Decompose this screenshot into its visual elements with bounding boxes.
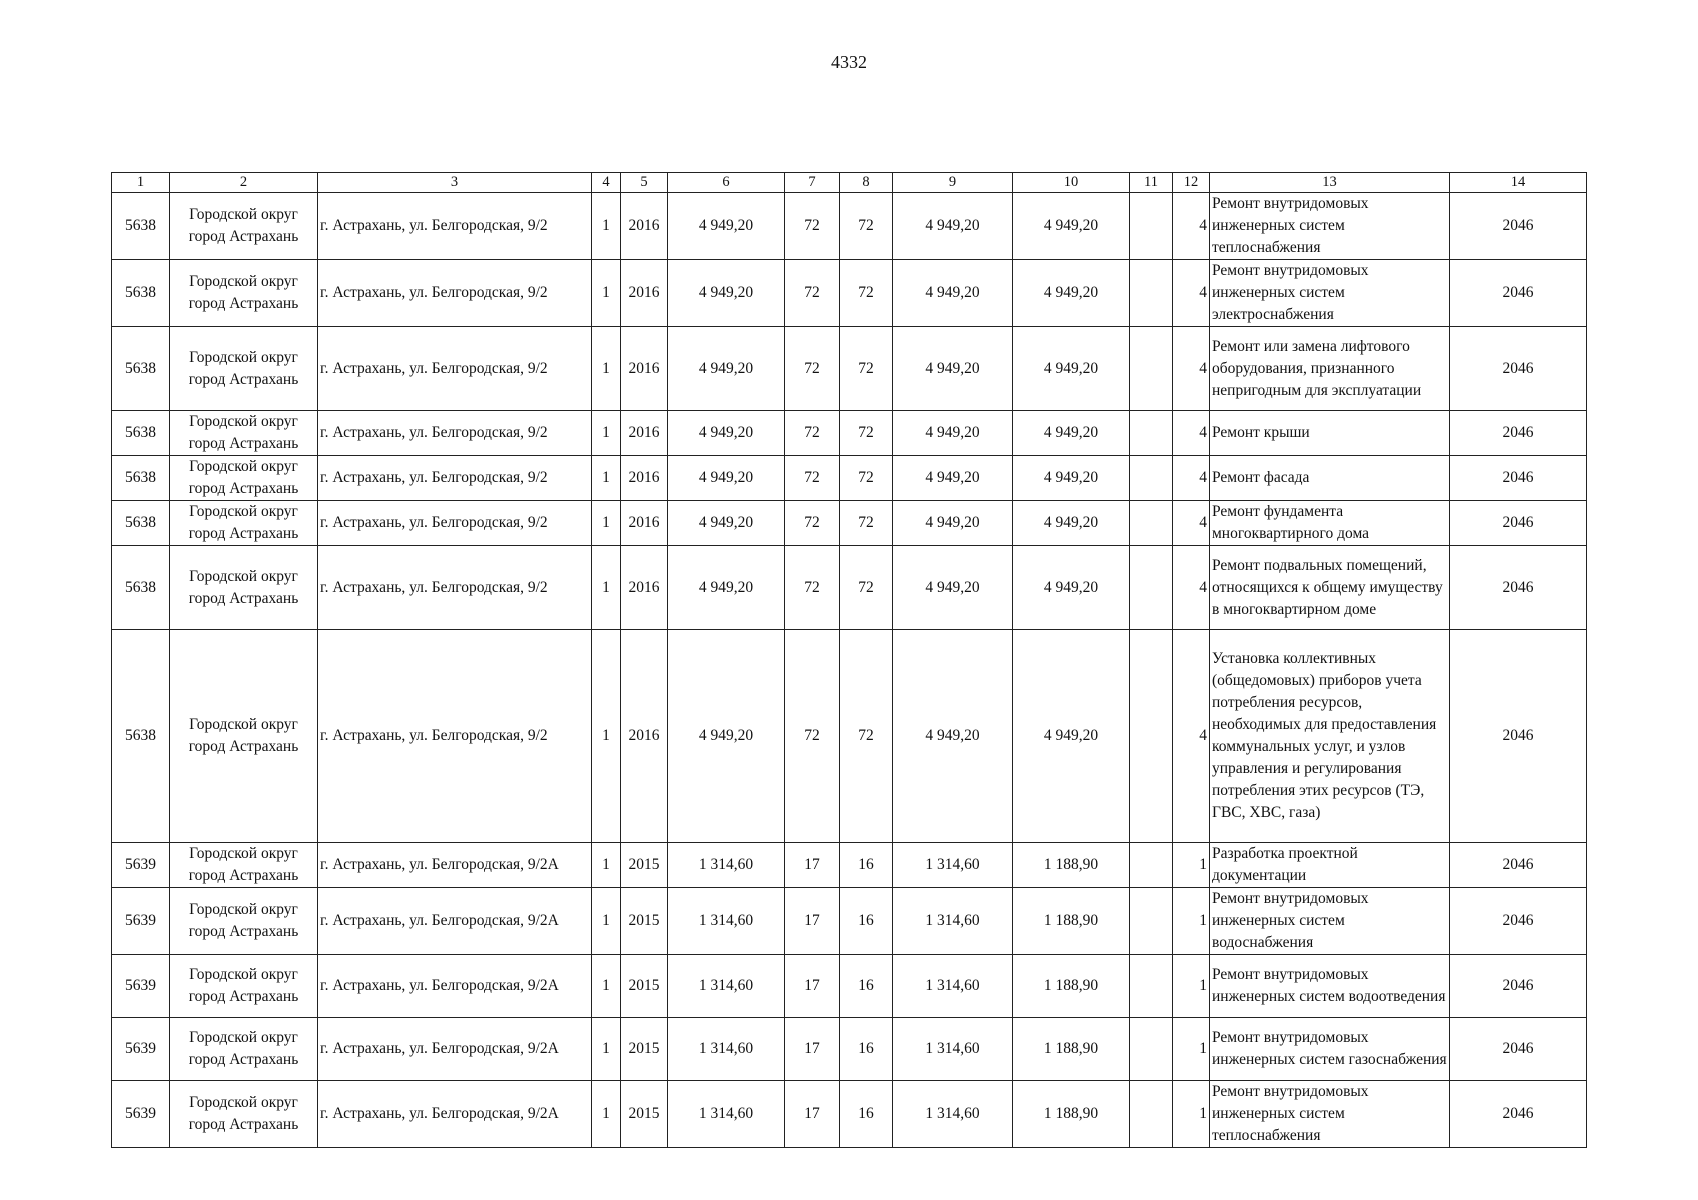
cell-c11 <box>1130 955 1173 1018</box>
cell-year: 2016 <box>621 456 668 501</box>
cell-mun: Городской округ город Астрахань <box>170 1081 318 1148</box>
register-table <box>111 172 1587 1148</box>
cell-c4: 1 <box>592 843 621 888</box>
cell-mun: Городской округ город Астрахань <box>170 260 318 327</box>
cell-c11 <box>1130 1018 1173 1081</box>
cell-c6: 4 949,20 <box>668 327 785 411</box>
cell-c14: 2046 <box>1450 888 1587 955</box>
cell-num: 5638 <box>112 327 170 411</box>
cell-work: Ремонт внутридомовых инженерных систем водоснабжения <box>1210 888 1450 955</box>
cell-c10: 4 949,20 <box>1013 193 1130 260</box>
cell-c14: 2046 <box>1450 546 1587 630</box>
cell-c11 <box>1130 260 1173 327</box>
cell-work: Ремонт внутридомовых инженерных систем теплоснабжения <box>1210 1081 1450 1148</box>
cell-c9: 4 949,20 <box>893 546 1013 630</box>
cell-mun: Городской округ город Астрахань <box>170 955 318 1018</box>
cell-c7: 17 <box>785 1081 840 1148</box>
col-header: 10 <box>1013 173 1130 193</box>
cell-c12: 4 <box>1173 630 1210 843</box>
table-row <box>112 1081 1587 1148</box>
col-header: 9 <box>893 173 1013 193</box>
cell-work: Ремонт внутридомовых инженерных систем водоотведения <box>1210 955 1450 1018</box>
cell-c14: 2046 <box>1450 456 1587 501</box>
col-header: 4 <box>592 173 621 193</box>
cell-c12: 1 <box>1173 955 1210 1018</box>
cell-c9: 4 949,20 <box>893 327 1013 411</box>
cell-num: 5638 <box>112 411 170 456</box>
cell-c10: 1 188,90 <box>1013 955 1130 1018</box>
col-header: 1 <box>112 173 170 193</box>
cell-work: Ремонт фундамента многоквартирного дома <box>1210 501 1450 546</box>
cell-c8: 16 <box>840 843 893 888</box>
cell-year: 2015 <box>621 1081 668 1148</box>
cell-c4: 1 <box>592 546 621 630</box>
header-row <box>112 173 1587 193</box>
cell-num: 5638 <box>112 501 170 546</box>
cell-c11 <box>1130 1081 1173 1148</box>
cell-c10: 4 949,20 <box>1013 327 1130 411</box>
cell-c10: 1 188,90 <box>1013 888 1130 955</box>
cell-c4: 1 <box>592 193 621 260</box>
cell-year: 2016 <box>621 501 668 546</box>
cell-num: 5639 <box>112 955 170 1018</box>
cell-addr: г. Астрахань, ул. Белгородская, 9/2А <box>318 955 592 1018</box>
col-header: 3 <box>318 173 592 193</box>
cell-work: Ремонт или замена лифтового оборудования, признанного непригодным для эксплуатации <box>1210 327 1450 411</box>
cell-c6: 4 949,20 <box>668 501 785 546</box>
cell-c8: 16 <box>840 1081 893 1148</box>
table-row <box>112 456 1587 501</box>
cell-year: 2015 <box>621 1018 668 1081</box>
cell-c6: 4 949,20 <box>668 411 785 456</box>
cell-c14: 2046 <box>1450 260 1587 327</box>
cell-c10: 4 949,20 <box>1013 501 1130 546</box>
cell-c9: 4 949,20 <box>893 411 1013 456</box>
cell-mun: Городской округ город Астрахань <box>170 1018 318 1081</box>
cell-addr: г. Астрахань, ул. Белгородская, 9/2А <box>318 888 592 955</box>
cell-c14: 2046 <box>1450 630 1587 843</box>
cell-c10: 4 949,20 <box>1013 630 1130 843</box>
cell-c12: 1 <box>1173 888 1210 955</box>
cell-c9: 1 314,60 <box>893 1018 1013 1081</box>
cell-mun: Городской округ город Астрахань <box>170 501 318 546</box>
page-number: 4332 <box>831 52 867 72</box>
cell-work: Установка коллективных (общедомовых) приборов учета потребления ресурсов, необходимых для предоставления коммунальных услуг, и узлов управления и регулирования потребления этих ресурсов (ТЭ, ГВС, ХВС, газа) <box>1210 630 1450 843</box>
cell-c9: 4 949,20 <box>893 456 1013 501</box>
cell-c4: 1 <box>592 955 621 1018</box>
cell-addr: г. Астрахань, ул. Белгородская, 9/2 <box>318 260 592 327</box>
cell-c14: 2046 <box>1450 327 1587 411</box>
cell-c9: 1 314,60 <box>893 843 1013 888</box>
cell-work: Ремонт подвальных помещений, относящихся к общему имуществу в многоквартирном доме <box>1210 546 1450 630</box>
cell-work: Ремонт крыши <box>1210 411 1450 456</box>
cell-c6: 4 949,20 <box>668 193 785 260</box>
cell-c11 <box>1130 501 1173 546</box>
cell-year: 2016 <box>621 193 668 260</box>
cell-c9: 4 949,20 <box>893 630 1013 843</box>
cell-mun: Городской округ город Астрахань <box>170 630 318 843</box>
cell-c8: 16 <box>840 1018 893 1081</box>
cell-c11 <box>1130 888 1173 955</box>
cell-c7: 17 <box>785 955 840 1018</box>
cell-work: Разработка проектной документации <box>1210 843 1450 888</box>
cell-c14: 2046 <box>1450 843 1587 888</box>
cell-c12: 4 <box>1173 546 1210 630</box>
cell-c14: 2046 <box>1450 1081 1587 1148</box>
cell-c8: 72 <box>840 501 893 546</box>
cell-c12: 4 <box>1173 501 1210 546</box>
cell-c11 <box>1130 843 1173 888</box>
cell-c8: 16 <box>840 888 893 955</box>
cell-addr: г. Астрахань, ул. Белгородская, 9/2А <box>318 1081 592 1148</box>
cell-addr: г. Астрахань, ул. Белгородская, 9/2 <box>318 630 592 843</box>
cell-year: 2015 <box>621 888 668 955</box>
cell-c10: 4 949,20 <box>1013 456 1130 501</box>
col-header: 2 <box>170 173 318 193</box>
cell-year: 2016 <box>621 411 668 456</box>
cell-c7: 17 <box>785 843 840 888</box>
cell-addr: г. Астрахань, ул. Белгородская, 9/2А <box>318 843 592 888</box>
table-row <box>112 1018 1587 1081</box>
cell-c7: 17 <box>785 888 840 955</box>
table-row <box>112 260 1587 327</box>
cell-work: Ремонт внутридомовых инженерных систем теплоснабжения <box>1210 193 1450 260</box>
cell-c7: 72 <box>785 456 840 501</box>
cell-c6: 4 949,20 <box>668 260 785 327</box>
cell-c9: 4 949,20 <box>893 501 1013 546</box>
cell-c8: 72 <box>840 456 893 501</box>
cell-c8: 72 <box>840 630 893 843</box>
cell-num: 5638 <box>112 260 170 327</box>
cell-mun: Городской округ город Астрахань <box>170 546 318 630</box>
cell-c11 <box>1130 546 1173 630</box>
cell-year: 2015 <box>621 955 668 1018</box>
cell-c4: 1 <box>592 501 621 546</box>
cell-c6: 4 949,20 <box>668 456 785 501</box>
cell-c6: 1 314,60 <box>668 888 785 955</box>
cell-c14: 2046 <box>1450 411 1587 456</box>
cell-year: 2016 <box>621 327 668 411</box>
cell-c9: 4 949,20 <box>893 193 1013 260</box>
cell-c7: 72 <box>785 630 840 843</box>
cell-c12: 1 <box>1173 843 1210 888</box>
col-header: 14 <box>1450 173 1587 193</box>
cell-mun: Городской округ город Астрахань <box>170 456 318 501</box>
cell-c9: 1 314,60 <box>893 1081 1013 1148</box>
table-row <box>112 955 1587 1018</box>
cell-year: 2016 <box>621 630 668 843</box>
cell-c9: 1 314,60 <box>893 888 1013 955</box>
cell-addr: г. Астрахань, ул. Белгородская, 9/2 <box>318 546 592 630</box>
table-row <box>112 888 1587 955</box>
cell-work: Ремонт фасада <box>1210 456 1450 501</box>
cell-c10: 1 188,90 <box>1013 1081 1130 1148</box>
cell-c9: 1 314,60 <box>893 955 1013 1018</box>
cell-c12: 4 <box>1173 327 1210 411</box>
cell-c4: 1 <box>592 888 621 955</box>
cell-c11 <box>1130 630 1173 843</box>
cell-work: Ремонт внутридомовых инженерных систем газоснабжения <box>1210 1018 1450 1081</box>
cell-mun: Городской округ город Астрахань <box>170 327 318 411</box>
cell-c8: 16 <box>840 955 893 1018</box>
cell-c12: 4 <box>1173 411 1210 456</box>
table-row <box>112 843 1587 888</box>
cell-mun: Городской округ город Астрахань <box>170 193 318 260</box>
cell-c10: 1 188,90 <box>1013 843 1130 888</box>
cell-c4: 1 <box>592 456 621 501</box>
cell-c8: 72 <box>840 411 893 456</box>
cell-num: 5638 <box>112 456 170 501</box>
cell-c6: 4 949,20 <box>668 546 785 630</box>
cell-num: 5639 <box>112 888 170 955</box>
cell-c8: 72 <box>840 260 893 327</box>
cell-c11 <box>1130 193 1173 260</box>
cell-c10: 1 188,90 <box>1013 1018 1130 1081</box>
cell-year: 2016 <box>621 260 668 327</box>
col-header: 6 <box>668 173 785 193</box>
col-header: 5 <box>621 173 668 193</box>
cell-num: 5639 <box>112 843 170 888</box>
cell-c7: 72 <box>785 260 840 327</box>
cell-c12: 4 <box>1173 260 1210 327</box>
cell-work: Ремонт внутридомовых инженерных систем электроснабжения <box>1210 260 1450 327</box>
cell-c14: 2046 <box>1450 501 1587 546</box>
cell-c14: 2046 <box>1450 955 1587 1018</box>
cell-addr: г. Астрахань, ул. Белгородская, 9/2 <box>318 501 592 546</box>
cell-num: 5638 <box>112 546 170 630</box>
cell-c9: 4 949,20 <box>893 260 1013 327</box>
cell-addr: г. Астрахань, ул. Белгородская, 9/2 <box>318 411 592 456</box>
cell-mun: Городской округ город Астрахань <box>170 888 318 955</box>
cell-c11 <box>1130 327 1173 411</box>
col-header: 12 <box>1173 173 1210 193</box>
col-header: 8 <box>840 173 893 193</box>
cell-c7: 72 <box>785 327 840 411</box>
cell-c8: 72 <box>840 327 893 411</box>
cell-c4: 1 <box>592 260 621 327</box>
cell-c8: 72 <box>840 546 893 630</box>
cell-num: 5638 <box>112 630 170 843</box>
cell-c4: 1 <box>592 630 621 843</box>
cell-c6: 4 949,20 <box>668 630 785 843</box>
cell-c10: 4 949,20 <box>1013 546 1130 630</box>
table-row <box>112 501 1587 546</box>
cell-num: 5639 <box>112 1081 170 1148</box>
cell-c12: 1 <box>1173 1018 1210 1081</box>
cell-addr: г. Астрахань, ул. Белгородская, 9/2 <box>318 193 592 260</box>
table-row <box>112 327 1587 411</box>
cell-c6: 1 314,60 <box>668 955 785 1018</box>
cell-c8: 72 <box>840 193 893 260</box>
cell-c12: 4 <box>1173 193 1210 260</box>
col-header: 11 <box>1130 173 1173 193</box>
cell-c14: 2046 <box>1450 193 1587 260</box>
cell-c6: 1 314,60 <box>668 1081 785 1148</box>
col-header: 7 <box>785 173 840 193</box>
cell-c10: 4 949,20 <box>1013 260 1130 327</box>
cell-year: 2016 <box>621 546 668 630</box>
cell-c4: 1 <box>592 411 621 456</box>
table-row <box>112 411 1587 456</box>
cell-mun: Городской округ город Астрахань <box>170 843 318 888</box>
cell-c11 <box>1130 456 1173 501</box>
cell-c4: 1 <box>592 327 621 411</box>
cell-c4: 1 <box>592 1018 621 1081</box>
cell-c4: 1 <box>592 1081 621 1148</box>
cell-c10: 4 949,20 <box>1013 411 1130 456</box>
cell-c7: 72 <box>785 411 840 456</box>
cell-num: 5639 <box>112 1018 170 1081</box>
cell-c7: 72 <box>785 193 840 260</box>
cell-c7: 17 <box>785 1018 840 1081</box>
table-row <box>112 193 1587 260</box>
cell-c14: 2046 <box>1450 1018 1587 1081</box>
cell-c7: 72 <box>785 546 840 630</box>
table-row <box>112 630 1587 843</box>
cell-addr: г. Астрахань, ул. Белгородская, 9/2 <box>318 456 592 501</box>
cell-year: 2015 <box>621 843 668 888</box>
cell-addr: г. Астрахань, ул. Белгородская, 9/2А <box>318 1018 592 1081</box>
table-row <box>112 546 1587 630</box>
cell-c6: 1 314,60 <box>668 843 785 888</box>
col-header: 13 <box>1210 173 1450 193</box>
cell-c12: 1 <box>1173 1081 1210 1148</box>
cell-c7: 72 <box>785 501 840 546</box>
cell-num: 5638 <box>112 193 170 260</box>
cell-mun: Городской округ город Астрахань <box>170 411 318 456</box>
cell-c11 <box>1130 411 1173 456</box>
cell-c6: 1 314,60 <box>668 1018 785 1081</box>
cell-c12: 4 <box>1173 456 1210 501</box>
cell-addr: г. Астрахань, ул. Белгородская, 9/2 <box>318 327 592 411</box>
